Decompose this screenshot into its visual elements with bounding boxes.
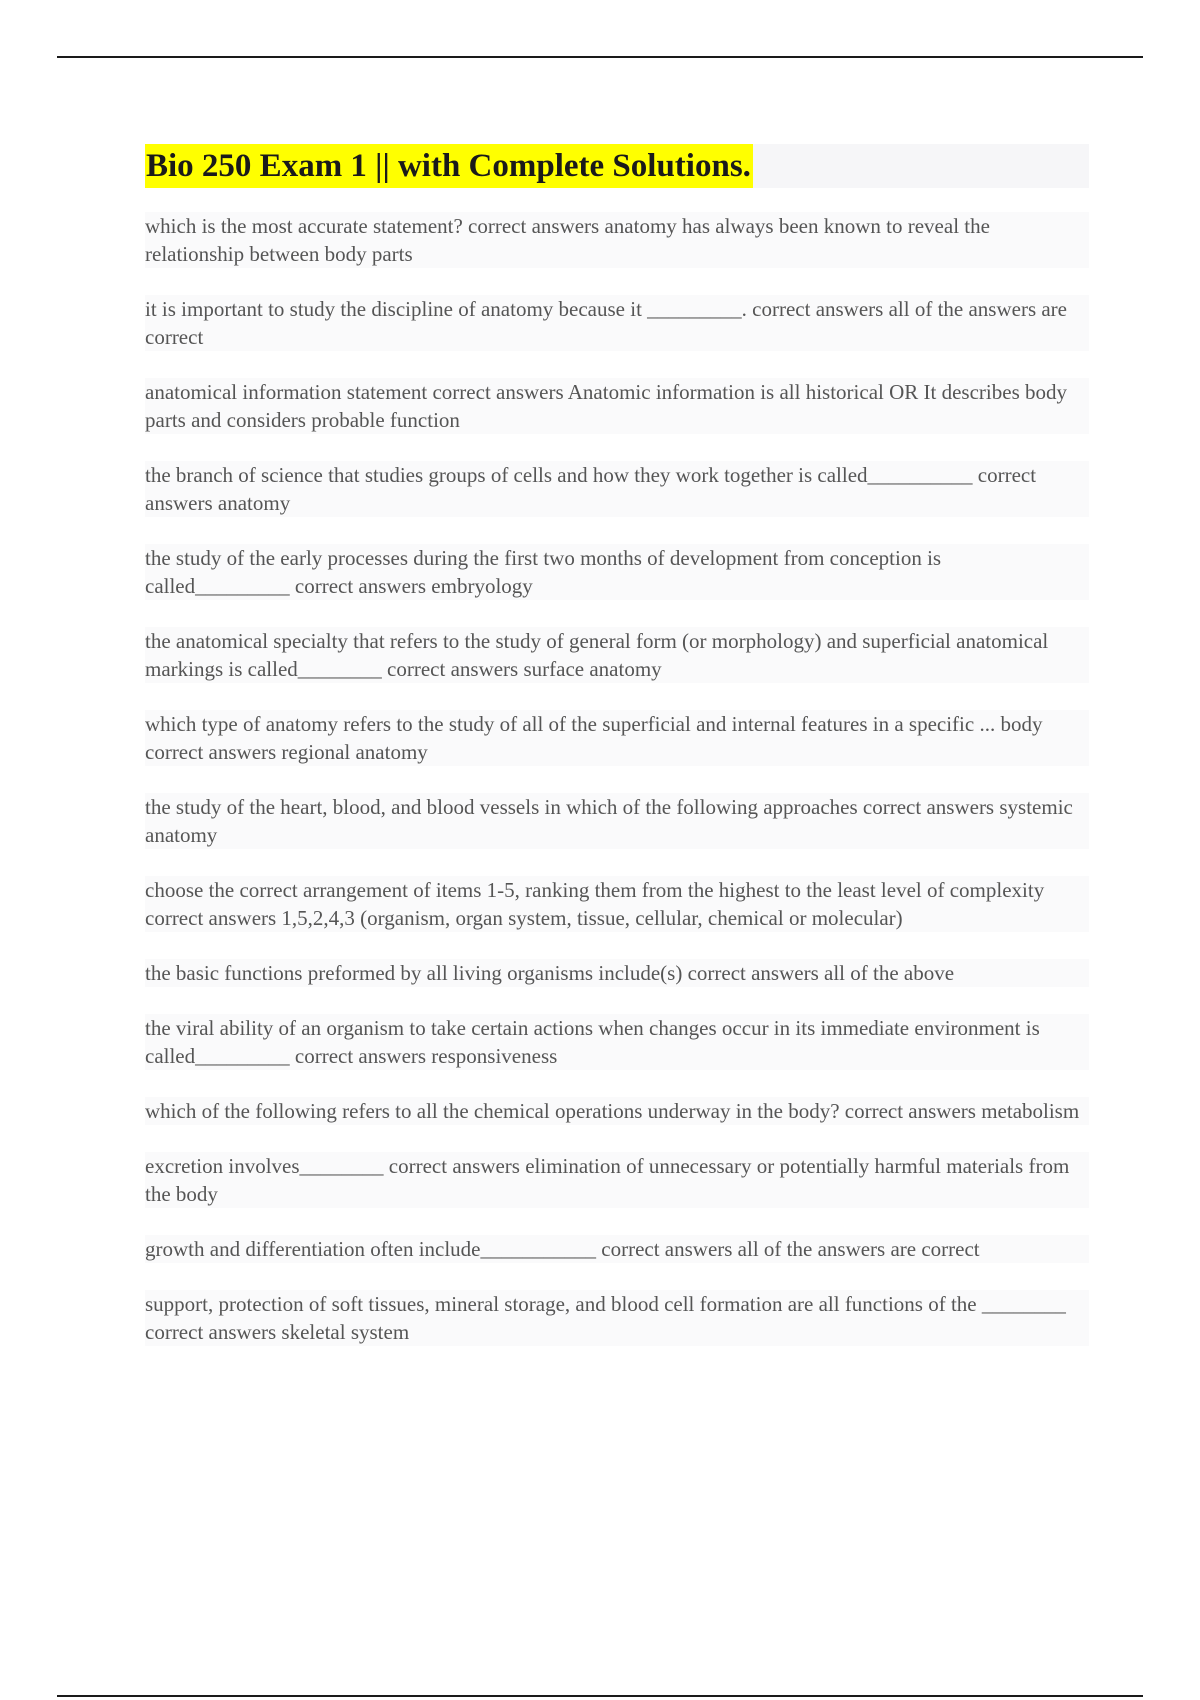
- question-item: anatomical information statement correct answers Anatomic information is all historical OR It describes body parts and considers probable function: [145, 378, 1089, 434]
- question-item: which is the most accurate statement? correct answers anatomy has always been known to reveal the relationship between body parts: [145, 212, 1089, 268]
- question-item: which type of anatomy refers to the study of all of the superficial and internal features in a specific ... body correct answers regional anatomy: [145, 710, 1089, 766]
- bottom-rule: [57, 1695, 1143, 1697]
- document-body: [145, 144, 1089, 1373]
- top-rule: [57, 56, 1143, 58]
- question-item: the anatomical specialty that refers to the study of general form (or morphology) and superficial anatomical markings is called________ correct answers surface anatomy: [145, 627, 1089, 683]
- question-item: it is important to study the discipline of anatomy because it _________. correct answers all of the answers are correct: [145, 295, 1089, 351]
- question-item: choose the correct arrangement of items 1-5, ranking them from the highest to the least level of complexity correct answers 1,5,2,4,3 (organism, organ system, tissue, cellular, chemical or molecular): [145, 876, 1089, 932]
- question-item: excretion involves________ correct answers elimination of unnecessary or potentially harmful materials from the body: [145, 1152, 1089, 1208]
- document-title: Bio 250 Exam 1 || with Complete Solutions.: [145, 144, 753, 188]
- question-item: support, protection of soft tissues, mineral storage, and blood cell formation are all functions of the ________ correct answers skeletal system: [145, 1290, 1089, 1346]
- question-item: growth and differentiation often include___________ correct answers all of the answers are correct: [145, 1235, 1089, 1263]
- question-item: the branch of science that studies groups of cells and how they work together is called__________ correct answers anatomy: [145, 461, 1089, 517]
- question-item: the basic functions preformed by all living organisms include(s) correct answers all of the above: [145, 959, 1089, 987]
- question-item: the viral ability of an organism to take certain actions when changes occur in its immediate environment is called_________ correct answers responsiveness: [145, 1014, 1089, 1070]
- question-item: which of the following refers to all the chemical operations underway in the body? correct answers metabolism: [145, 1097, 1089, 1125]
- title-row: [145, 144, 1089, 188]
- question-item: the study of the early processes during the first two months of development from conception is called_________ correct answers embryology: [145, 544, 1089, 600]
- question-list: [145, 212, 1089, 1346]
- question-item: the study of the heart, blood, and blood vessels in which of the following approaches correct answers systemic anatomy: [145, 793, 1089, 849]
